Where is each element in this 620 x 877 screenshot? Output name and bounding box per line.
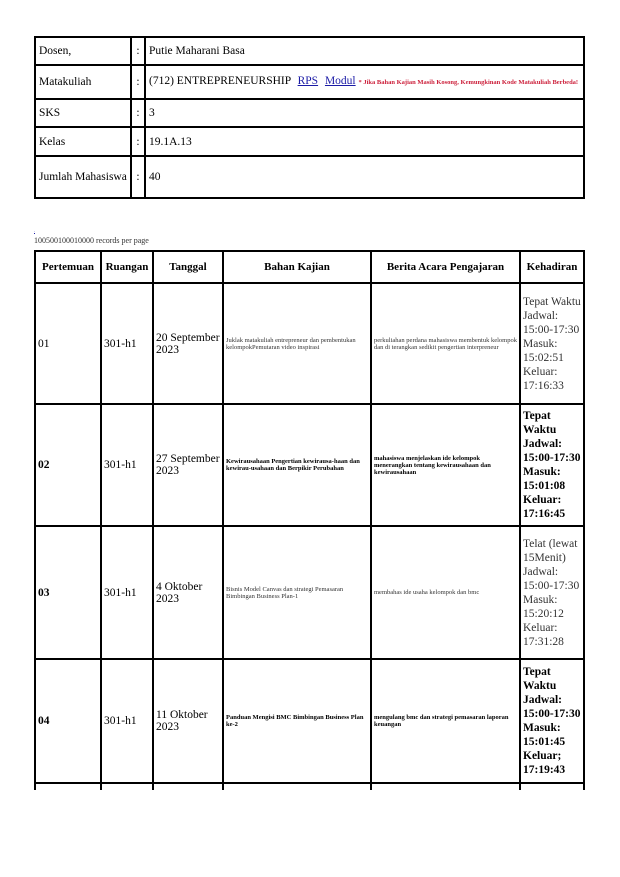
dosen-value: Putie Maharani Basa bbox=[145, 37, 584, 65]
cell-tanggal: 27 September 2023 bbox=[153, 404, 223, 526]
cell-ruangan: 301-h1 bbox=[101, 404, 153, 526]
cell-partial bbox=[101, 783, 153, 790]
jumlah-value: 40 bbox=[145, 156, 584, 198]
cell-kehadiran: Telat (lewat 15Menit) Jadwal: 15:00-17:30 Masuk: 15:20:12 Keluar: 17:31:28 bbox=[520, 526, 584, 659]
cell-partial bbox=[35, 783, 101, 790]
rps-link[interactable]: RPS bbox=[297, 75, 319, 87]
dosen-label: Dosen, bbox=[35, 37, 131, 65]
table-row bbox=[35, 659, 584, 783]
sks-value: 3 bbox=[145, 99, 584, 127]
tiny-link[interactable]: - bbox=[34, 229, 35, 233]
cell-berita-acara: mahasiswa menjelaskan ide kelompok menerangkan tentang kewirausahaan dan kewirausahaan bbox=[371, 404, 520, 526]
cell-berita-acara: perkuliahan perdana mahasiswa membentuk kelompok dan di terangkan sedikit pengertian interpreneur bbox=[371, 283, 520, 404]
header-pertemuan: Pertemuan bbox=[35, 251, 101, 283]
table-row bbox=[35, 283, 584, 404]
separator: : bbox=[131, 65, 145, 99]
cell-tanggal: 20 September 2023 bbox=[153, 283, 223, 404]
table-row bbox=[35, 404, 584, 526]
cell-kehadiran: Tepat Waktu Jadwal: 15:00-17:30 Masuk: 15:02:51 Keluar: 17:16:33 bbox=[520, 283, 584, 404]
cell-partial bbox=[223, 783, 371, 790]
cell-bahan-kajian: Kewirausahaan Pengertian kewirausa-haan dan kewirau-usahaan dan Berpikir Perubahan bbox=[223, 404, 371, 526]
cell-partial bbox=[153, 783, 223, 790]
header-berita-acara: Berita Acara Pengajaran bbox=[371, 251, 520, 283]
cell-ruangan: 301-h1 bbox=[101, 283, 153, 404]
cell-tanggal: 11 Oktober 2023 bbox=[153, 659, 223, 783]
cell-pertemuan: 03 bbox=[35, 526, 101, 659]
cell-ruangan: 301-h1 bbox=[101, 526, 153, 659]
table-row bbox=[35, 526, 584, 659]
info-row-jumlah bbox=[35, 156, 584, 198]
cell-pertemuan: 04 bbox=[35, 659, 101, 783]
cell-kehadiran: Tepat Waktu Jadwal: 15:00-17:30 Masuk: 15:01:45 Keluar; 17:19:43 bbox=[520, 659, 584, 783]
cell-bahan-kajian: Panduan Mengisi BMC Bimbingan Business Plan ke-2 bbox=[223, 659, 371, 783]
info-row-sks bbox=[35, 99, 584, 127]
separator: : bbox=[131, 156, 145, 198]
cell-bahan-kajian: Juklak matakuliah entrepreneur dan pembentukan kelompokPemutaran video inspirasi bbox=[223, 283, 371, 404]
cell-pertemuan: 01 bbox=[35, 283, 101, 404]
attendance-table bbox=[34, 250, 585, 790]
header-bahan-kajian: Bahan Kajian bbox=[223, 251, 371, 283]
separator: : bbox=[131, 99, 145, 127]
header-ruangan: Ruangan bbox=[101, 251, 153, 283]
sks-label: SKS bbox=[35, 99, 131, 127]
cell-berita-acara: membahas ide usaha kelompok dan bmc bbox=[371, 526, 520, 659]
cell-pertemuan: 02 bbox=[35, 404, 101, 526]
empty-material-warning: * Jika Bahan Kajian Masih Kosong, Kemungkinan Kode Matakuliah Berbeda! bbox=[358, 79, 579, 86]
header-kehadiran: Kehadiran bbox=[520, 251, 584, 283]
kelas-value: 19.1A.13 bbox=[145, 127, 584, 156]
course-info-table bbox=[34, 36, 585, 199]
cell-berita-acara: mengulang bmc dan strategi pemasaran laporan keuangan bbox=[371, 659, 520, 783]
cell-bahan-kajian: Bisnis Model Canvas dan strategi Pemasaran Bimbingan Business Plan-1 bbox=[223, 526, 371, 659]
info-row-matakuliah bbox=[35, 65, 584, 99]
cell-tanggal: 4 Oktober 2023 bbox=[153, 526, 223, 659]
table-header-row bbox=[35, 251, 584, 283]
matakuliah-value: (712) ENTREPRENEURSHIP bbox=[149, 75, 291, 87]
jumlah-label: Jumlah Mahasiswa bbox=[35, 156, 131, 198]
separator: : bbox=[131, 37, 145, 65]
matakuliah-cell bbox=[145, 65, 584, 99]
kelas-label: Kelas bbox=[35, 127, 131, 156]
matakuliah-label: Matakuliah bbox=[35, 65, 131, 99]
info-row-dosen bbox=[35, 37, 584, 65]
cell-kehadiran: Tepat Waktu Jadwal: 15:00-17:30 Masuk: 15:01:08 Keluar: 17:16:45 bbox=[520, 404, 584, 526]
cell-partial bbox=[371, 783, 520, 790]
modul-link[interactable]: Modul bbox=[324, 75, 356, 87]
records-per-page[interactable]: 100500100010000 records per page bbox=[34, 236, 149, 245]
table-row-partial bbox=[35, 783, 584, 790]
separator: : bbox=[131, 127, 145, 156]
header-tanggal: Tanggal bbox=[153, 251, 223, 283]
cell-partial bbox=[520, 783, 584, 790]
info-row-kelas bbox=[35, 127, 584, 156]
cell-ruangan: 301-h1 bbox=[101, 659, 153, 783]
